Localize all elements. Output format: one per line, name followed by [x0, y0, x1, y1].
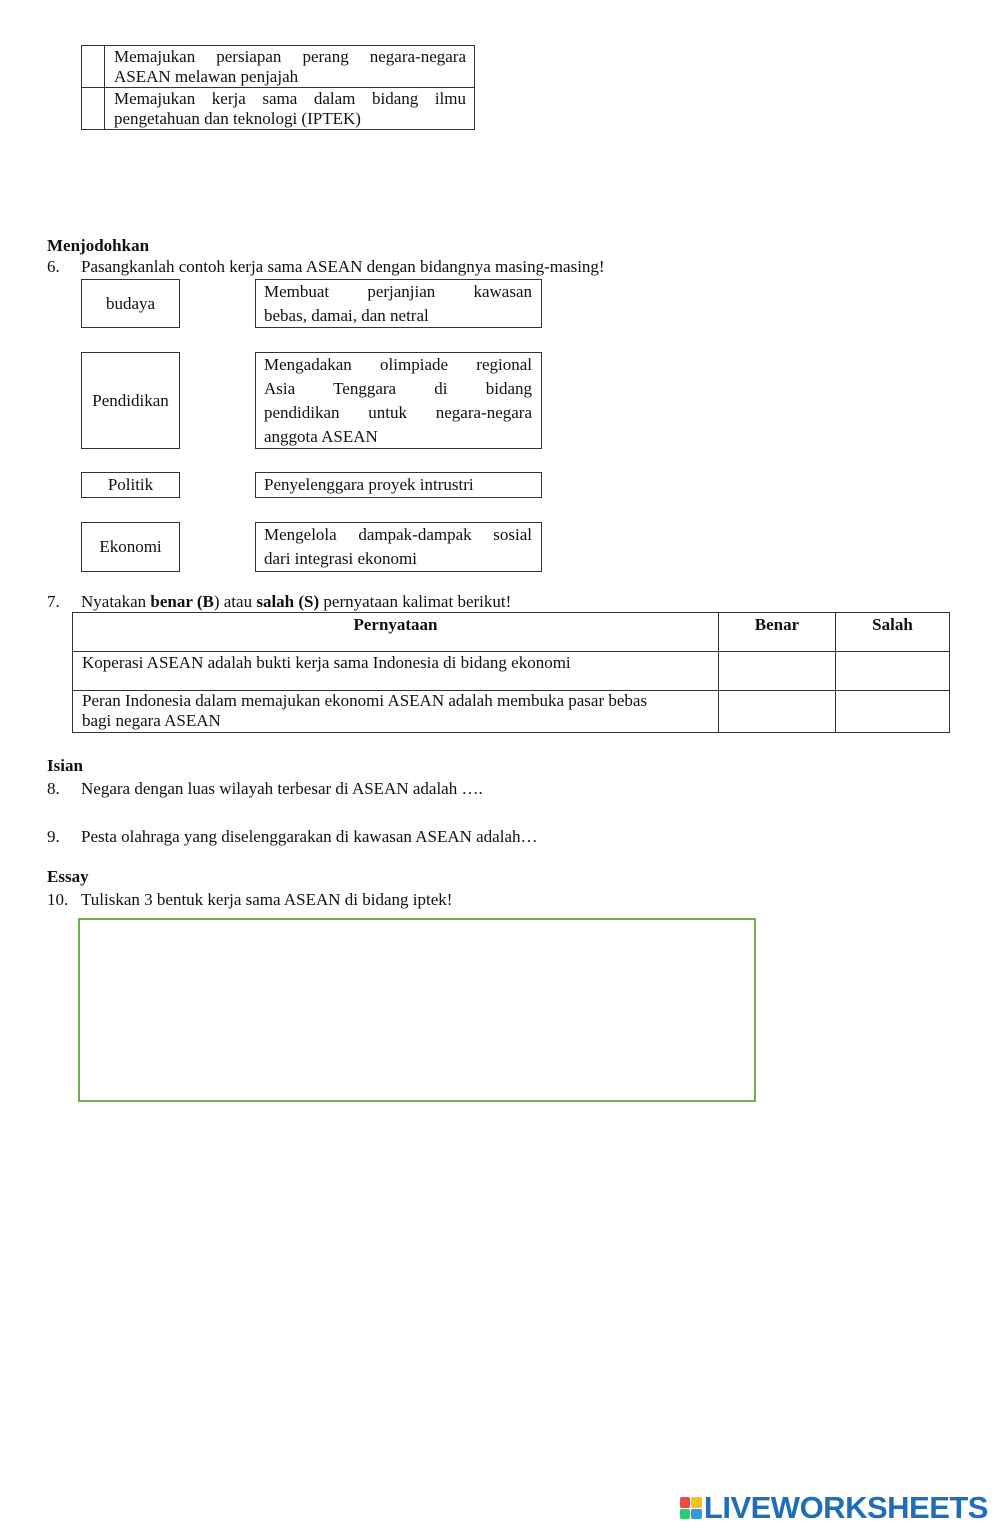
option-text: Memajukan kerja sama dalam bidang ilmu pengetahuan dan teknologi (IPTEK)	[105, 88, 475, 130]
isian-heading: Isian	[47, 756, 83, 775]
question-text: Negara dengan luas wilayah terbesar di ASEAN adalah ….	[81, 779, 483, 798]
question-text: Pesta olahraga yang diselenggarakan di kawasan ASEAN adalah…	[81, 827, 538, 846]
table-row	[73, 691, 950, 733]
question-6	[47, 257, 605, 277]
benar-cell[interactable]	[719, 652, 836, 691]
statement-cell: Koperasi ASEAN adalah bukti kerja sama Indonesia di bidang ekonomi	[73, 652, 719, 691]
salah-cell[interactable]	[836, 691, 950, 733]
question-7: 7. Nyatakan benar (B) atau salah (S) pernyataan kalimat berikut!	[47, 592, 512, 611]
header-benar: Benar	[719, 613, 836, 652]
question-text: Tuliskan 3 bentuk kerja sama ASEAN di bidang iptek!	[81, 890, 453, 909]
option-row	[82, 88, 475, 130]
question-9	[47, 827, 538, 847]
match-left-ekonomi[interactable]: Ekonomi	[81, 522, 180, 572]
question-10	[47, 890, 452, 910]
question-number: 9.	[47, 827, 60, 846]
question-number: 8.	[47, 779, 60, 798]
header-pernyataan: Pernyataan	[73, 613, 719, 652]
option-checkbox[interactable]	[82, 46, 105, 88]
statement-cell: Peran Indonesia dalam memajukan ekonomi ASEAN adalah membuka pasar bebas bagi negara ASEAN	[73, 691, 719, 733]
match-right-3[interactable]: Penyelenggara proyek intrustri	[255, 472, 542, 498]
true-false-table	[72, 612, 950, 733]
essay-answer-box[interactable]	[78, 918, 756, 1102]
brand-text: LIVEWORKSHEETS	[703, 1490, 988, 1525]
matching-heading: Menjodohkan	[47, 236, 150, 255]
table-row	[73, 652, 950, 691]
options-table	[81, 45, 475, 130]
option-checkbox[interactable]	[82, 88, 105, 130]
benar-cell[interactable]	[719, 691, 836, 733]
question-text: Pasangkanlah contoh kerja sama ASEAN dengan bidangnya masing-masing!	[81, 257, 605, 276]
header-salah: Salah	[836, 613, 950, 652]
liveworksheets-logo	[680, 1490, 988, 1526]
option-text: Memajukan persiapan perang negara-negara ASEAN melawan penjajah	[105, 46, 475, 88]
match-left-politik[interactable]: Politik	[81, 472, 180, 498]
salah-cell[interactable]	[836, 652, 950, 691]
question-number: 6.	[47, 257, 60, 276]
question-number: 7.	[47, 592, 60, 611]
match-right-1[interactable]: Membuat perjanjian kawasan bebas, damai, dan netral	[255, 279, 542, 328]
question-number: 10.	[47, 890, 69, 909]
essay-heading: Essay	[47, 867, 89, 886]
match-right-2[interactable]: Mengadakan olimpiade regional Asia Tenggara di bidang pendidikan untuk negara-negara anggota ASEAN	[255, 352, 542, 449]
question-8	[47, 779, 483, 799]
option-row	[82, 46, 475, 88]
liveworksheets-icon	[680, 1497, 702, 1519]
match-left-pendidikan[interactable]: Pendidikan	[81, 352, 180, 449]
table-header-row	[73, 613, 950, 652]
match-right-4[interactable]: Mengelola dampak-dampak sosial dari integrasi ekonomi	[255, 522, 542, 572]
match-left-budaya[interactable]: budaya	[81, 279, 180, 328]
